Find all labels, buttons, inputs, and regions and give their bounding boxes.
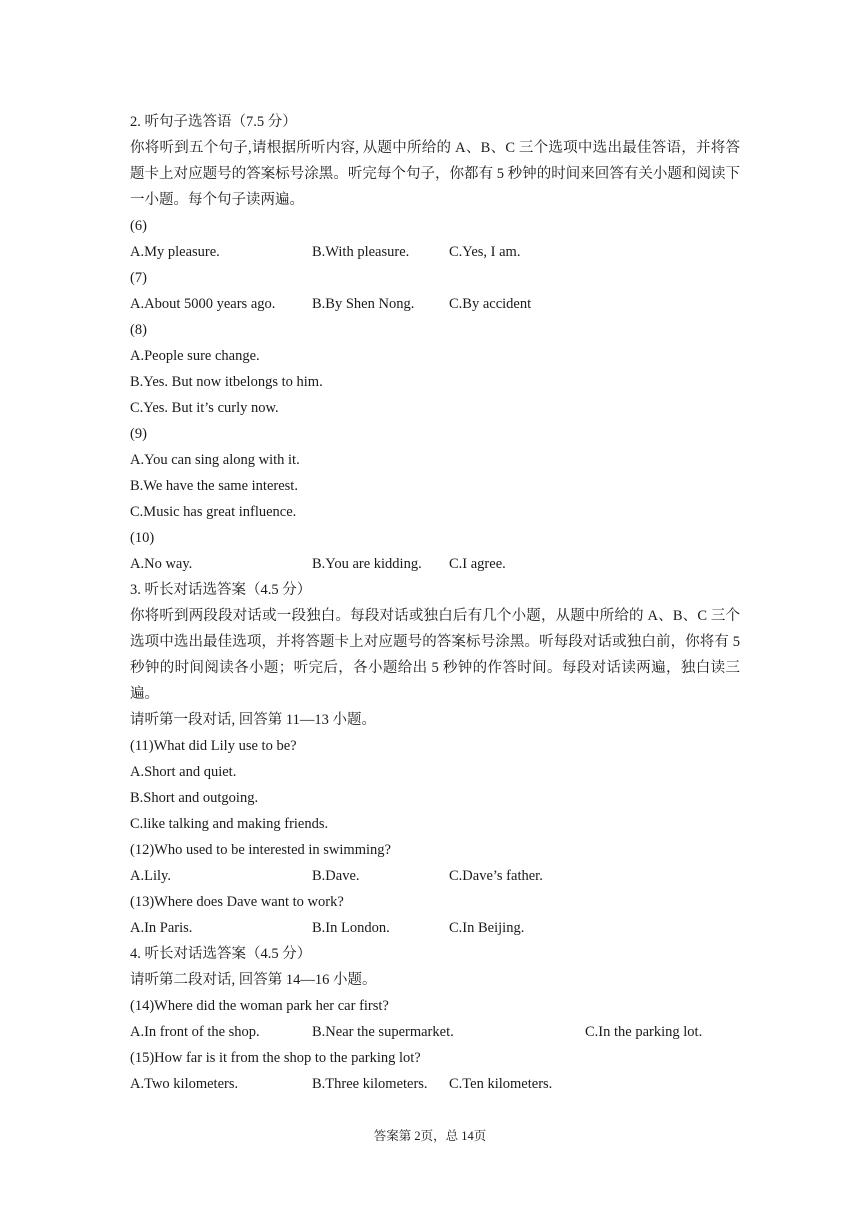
section-2-instructions: 你将听到五个句子,请根据所听内容, 从题中所给的 A、B、C 三个选项中选出最佳答语，并将答题卡上对应题号的答案标号涂黑。听完每个句子，你都有 5 秒钟的时间来回答有关小题和阅读下一小题。每个句子读两遍。: [130, 140, 740, 208]
option-b: B.You are kidding.: [312, 556, 422, 572]
option-b: B.With pleasure.: [312, 244, 410, 260]
option-b: B.Short and outgoing.: [130, 790, 259, 806]
question-13-stem: (13)Where does Dave want to work?: [130, 894, 344, 910]
option-c: C.In the parking lot.: [585, 1024, 703, 1040]
option-c: C.Music has great influence.: [130, 504, 297, 520]
section-4-intro: 请听第二段对话, 回答第 14—16 小题。: [130, 972, 377, 988]
option-c: C.I agree.: [449, 556, 506, 572]
option-a: A.People sure change.: [130, 348, 260, 364]
question-7-number: (7): [130, 270, 147, 286]
question-10-number: (10): [130, 530, 155, 546]
question-14-stem: (14)Where did the woman park her car first?: [130, 998, 389, 1014]
section-2-heading: 2. 听句子选答语（7.5 分）: [130, 114, 297, 130]
option-b: B.In London.: [312, 920, 390, 936]
question-8-number: (8): [130, 322, 147, 338]
option-a: A.Two kilometers.: [130, 1076, 239, 1092]
option-b: B.By Shen Nong.: [312, 296, 415, 312]
option-c: C.Ten kilometers.: [449, 1076, 553, 1092]
option-a: A.My pleasure.: [130, 244, 220, 260]
option-c: C.Yes, I am.: [449, 244, 521, 260]
question-6-options: [130, 239, 740, 265]
question-13-options: [130, 915, 740, 941]
option-c: C.Yes. But it’s curly now.: [130, 400, 279, 416]
option-c: C.By accident: [449, 296, 532, 312]
question-11-stem: (11)What did Lily use to be?: [130, 738, 297, 754]
option-b: B.Three kilometers.: [312, 1076, 428, 1092]
question-9-number: (9): [130, 426, 147, 442]
option-a: A.No way.: [130, 556, 193, 572]
option-c: C.In Beijing.: [449, 920, 525, 936]
question-14-options: [130, 1019, 740, 1045]
option-a: A.Lily.: [130, 868, 171, 884]
option-a: A.About 5000 years ago.: [130, 296, 276, 312]
option-a: A.Short and quiet.: [130, 764, 237, 780]
question-10-options: [130, 551, 740, 577]
page-footer: 答案第 2页，总 14页: [373, 1129, 487, 1143]
option-c: C.like talking and making friends.: [130, 816, 329, 832]
option-a: A.You can sing along with it.: [130, 452, 300, 468]
question-12-options: [130, 863, 740, 889]
section-3-heading: 3. 听长对话选答案（4.5 分）: [130, 582, 312, 598]
question-15-stem: (15)How far is it from the shop to the parking lot?: [130, 1050, 421, 1066]
option-b: B.Yes. But now itbelongs to him.: [130, 374, 323, 390]
question-15-options: [130, 1071, 740, 1097]
section-4-heading: 4. 听长对话选答案（4.5 分）: [130, 946, 312, 962]
option-b: B.Dave.: [312, 868, 360, 884]
question-7-options: [130, 291, 740, 317]
question-12-stem: (12)Who used to be interested in swimming?: [130, 842, 391, 858]
section-3-instructions: 你将听到两段段对话或一段独白。每段对话或独白后有几个小题，从题中所给的 A、B、C 三个选项中选出最佳选项，并将答题卡上对应题号的答案标号涂黑。听每段对话或独白前，你将有 5 秒钟的时间阅读各小题；听完后，各小题给出 5 秒钟的作答时间。每段对话读两遍，独白读三遍。: [130, 608, 740, 702]
question-6-number: (6): [130, 218, 147, 234]
option-a: A.In front of the shop.: [130, 1024, 260, 1040]
section-3-intro: 请听第一段对话, 回答第 11—13 小题。: [130, 712, 376, 728]
option-c: C.Dave’s father.: [449, 868, 543, 884]
option-a: A.In Paris.: [130, 920, 193, 936]
answer-page: [130, 109, 740, 1097]
option-b: B.Near the supermarket.: [312, 1024, 454, 1040]
option-b: B.We have the same interest.: [130, 478, 298, 494]
